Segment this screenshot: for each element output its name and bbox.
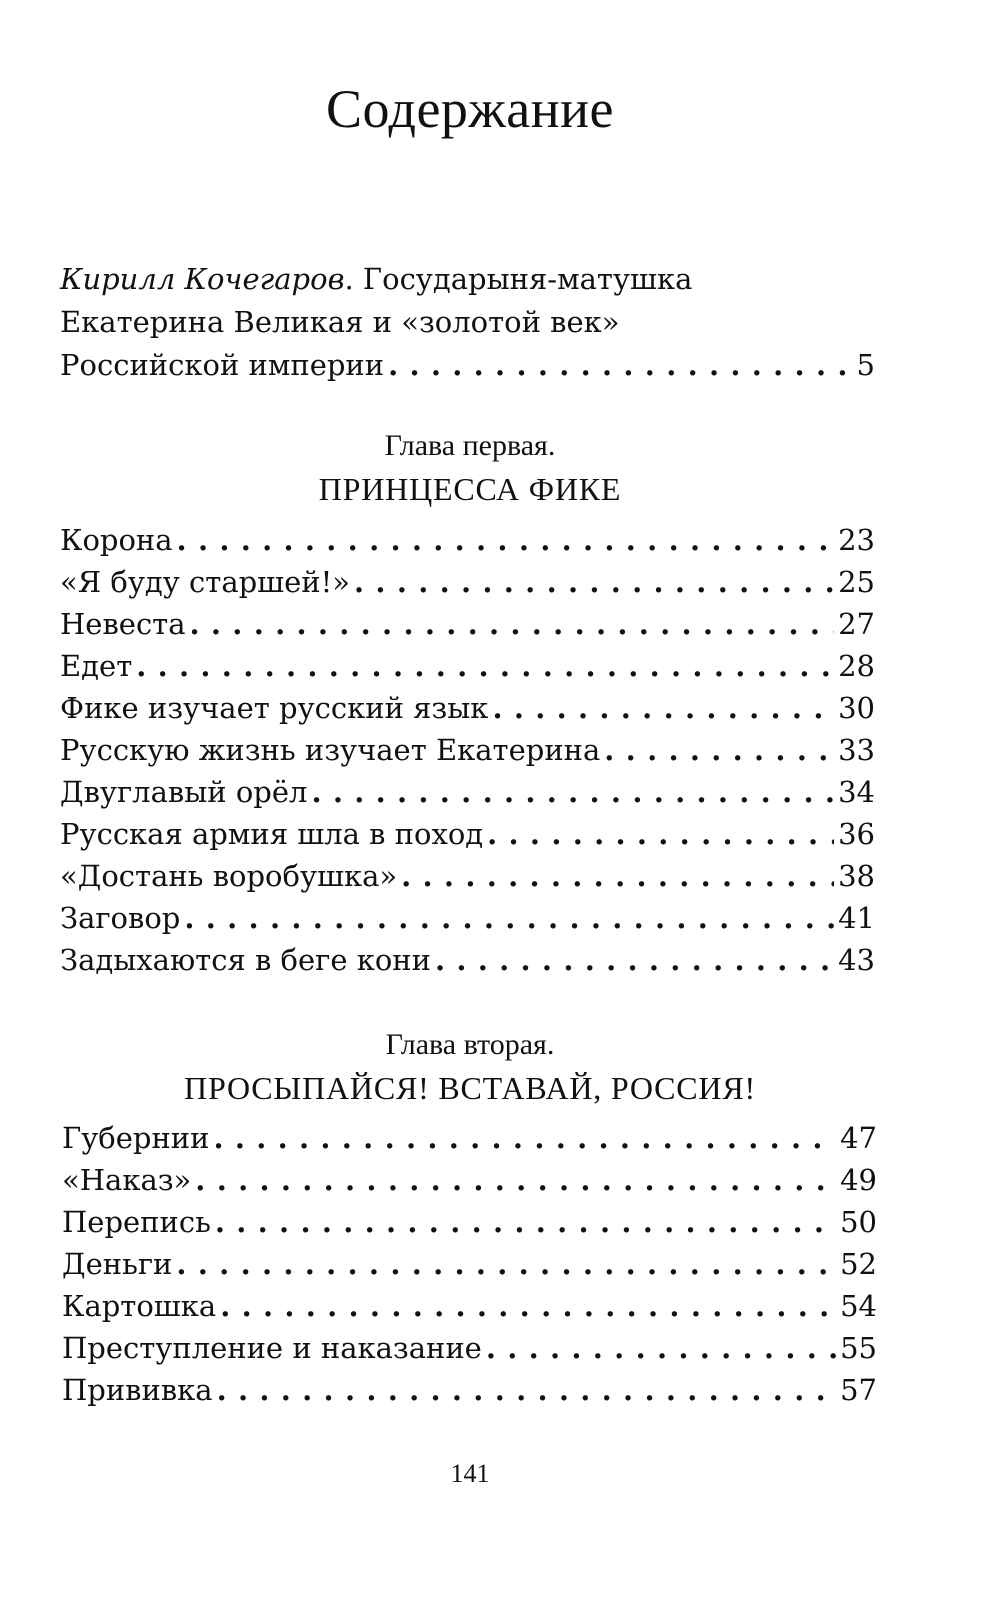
toc-entry[interactable] <box>60 687 875 729</box>
intro-title-part-3: Российской империи <box>60 348 385 382</box>
dot-leader <box>604 729 834 771</box>
toc-entry-page: 54 <box>840 1289 877 1323</box>
dot-leader <box>354 561 834 603</box>
toc-entry-title: «Достань воробушка» <box>60 859 398 893</box>
toc-entry[interactable] <box>60 603 875 645</box>
dot-leader <box>136 645 834 687</box>
toc-entry-title: Картошка <box>62 1289 217 1323</box>
dot-leader <box>213 1117 836 1159</box>
intro-line-2: Екатерина Великая и «золотой век» <box>60 305 620 339</box>
intro-author: Кирилл Кочегаров <box>60 262 345 296</box>
toc-entry-page: 30 <box>838 691 875 725</box>
chapter-1-name: ПРИНЦЕССА ФИКЕ <box>318 471 622 507</box>
toc-entry[interactable] <box>62 1327 877 1369</box>
dot-leader <box>217 1369 837 1411</box>
chapter-2-label: Глава вторая. <box>385 1028 555 1061</box>
toc-entry-page: 50 <box>840 1205 877 1239</box>
toc-entry-page: 27 <box>838 607 875 641</box>
chapter-2-heading <box>0 1025 940 1111</box>
toc-entry-page: 47 <box>840 1121 877 1155</box>
toc-entry[interactable] <box>60 855 875 897</box>
page-number: 141 <box>450 1459 490 1488</box>
intro-title-part-1: . Государыня-матушка <box>344 262 693 296</box>
toc-entry-title: Едет <box>60 649 133 683</box>
toc-entry-page: 49 <box>840 1163 877 1197</box>
toc-entry[interactable] <box>60 771 875 813</box>
toc-entry[interactable] <box>62 1285 877 1327</box>
toc-entry-page: 36 <box>838 817 875 851</box>
toc-entry-title: Русскую жизнь изучает Екатерина <box>60 733 601 767</box>
toc-entry-title: Губернии <box>62 1121 210 1155</box>
intro-line-3 <box>60 344 875 387</box>
toc-entry-title: Фике изучает русский язык <box>60 691 489 725</box>
toc-entry-page: 38 <box>838 859 875 893</box>
toc-entry[interactable] <box>62 1159 877 1201</box>
intro-page-number: 5 <box>856 348 875 382</box>
toc-entry-title: Задыхаются в беге кони <box>60 943 431 977</box>
dot-leader <box>492 687 834 729</box>
toc-entry-title: Двуглавый орёл <box>60 775 308 809</box>
chapter-1-heading <box>0 426 940 512</box>
dot-leader <box>184 897 834 939</box>
toc-entry-title: Прививка <box>62 1373 213 1407</box>
toc-entry-title: Русская армия шла в поход <box>60 817 484 851</box>
chapter-2-name: ПРОСЫПАЙСЯ! ВСТАВАЙ, РОССИЯ! <box>184 1070 756 1106</box>
toc-entry-title: Невеста <box>60 607 186 641</box>
toc-entry-page: 33 <box>838 733 875 767</box>
toc-entry[interactable] <box>60 645 875 687</box>
toc-entry[interactable] <box>60 813 875 855</box>
chapter-2-entries <box>62 1117 877 1411</box>
dot-leader <box>215 1201 836 1243</box>
dot-leader <box>401 855 834 897</box>
chapter-1-label: Глава первая. <box>384 429 556 462</box>
toc-entry-title: Заговор <box>60 901 181 935</box>
toc-entry-title: Перепись <box>62 1205 211 1239</box>
chapter-1-entries <box>60 519 875 981</box>
toc-entry[interactable] <box>60 519 875 561</box>
toc-entry-page: 55 <box>840 1331 877 1365</box>
toc-entry-page: 28 <box>838 649 875 683</box>
toc-entry-page: 23 <box>838 523 875 557</box>
toc-entry[interactable] <box>60 939 875 981</box>
page-title: Содержание <box>326 79 614 139</box>
toc-entry[interactable] <box>60 897 875 939</box>
dot-leader <box>311 771 834 813</box>
toc-entry[interactable] <box>62 1117 877 1159</box>
dot-leader <box>195 1159 836 1201</box>
toc-entry-title: Корона <box>60 523 173 557</box>
intro-entry <box>60 258 875 387</box>
dot-leader <box>177 519 835 561</box>
dot-leader <box>435 939 834 981</box>
intro-line-1 <box>60 258 875 301</box>
toc-entry-title: «Наказ» <box>62 1163 192 1197</box>
toc-entry-page: 43 <box>838 943 875 977</box>
toc-entry-page: 41 <box>838 901 875 935</box>
dot-leader <box>486 1327 836 1369</box>
toc-entry[interactable] <box>62 1201 877 1243</box>
toc-entry-title: Преступление и наказание <box>62 1331 482 1365</box>
dot-leader <box>220 1285 836 1327</box>
dot-leader <box>176 1243 836 1285</box>
toc-entry-title: Деньги <box>62 1247 173 1281</box>
dot-leader <box>190 603 835 645</box>
toc-entry-page: 52 <box>840 1247 877 1281</box>
toc-entry[interactable] <box>60 729 875 771</box>
toc-entry-page: 57 <box>840 1373 877 1407</box>
toc-entry[interactable] <box>60 561 875 603</box>
dot-leader <box>388 344 852 387</box>
dot-leader <box>487 813 834 855</box>
toc-entry-page: 34 <box>838 775 875 809</box>
toc-entry-page: 25 <box>838 565 875 599</box>
toc-entry-title: «Я буду старшей!» <box>60 565 351 599</box>
toc-entry[interactable] <box>62 1243 877 1285</box>
toc-entry[interactable] <box>62 1369 877 1411</box>
